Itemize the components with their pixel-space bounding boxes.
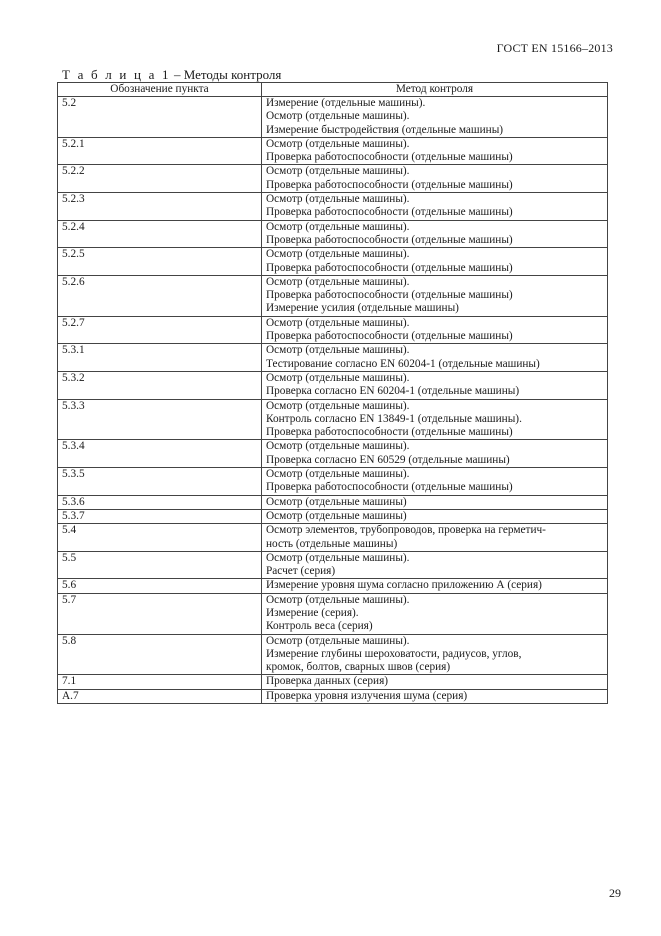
method-line: Измерение уровня шума согласно приложению А (серия) <box>266 579 542 592</box>
table-row <box>58 275 608 316</box>
table-caption <box>62 67 281 83</box>
method-line: Осмотр (отдельные машины). <box>266 344 410 357</box>
point-cell: 5.2 <box>58 97 262 138</box>
method-cell <box>262 97 608 138</box>
method-cell <box>262 524 608 552</box>
method-line: Осмотр (отдельные машины). <box>266 316 410 329</box>
method-line: Осмотр (отдельные машины). <box>266 634 410 647</box>
method-cell <box>262 689 608 703</box>
method-line: ность (отдельные машины) <box>266 537 398 550</box>
point-cell: 5.4 <box>58 524 262 552</box>
point-cell: А.7 <box>58 689 262 703</box>
method-line: кромок, болтов, сварных швов (серия) <box>266 661 451 674</box>
method-line: Осмотр (отдельные машины). <box>266 110 410 123</box>
method-line: Тестирование согласно EN 60204-1 (отдельные машины) <box>266 357 540 370</box>
point-cell: 5.3.3 <box>58 399 262 440</box>
method-cell <box>262 275 608 316</box>
point-cell: 5.2.7 <box>58 316 262 344</box>
point-cell: 5.2.5 <box>58 248 262 276</box>
point-cell: 5.3.2 <box>58 371 262 399</box>
method-line: Осмотр (отдельные машины). <box>266 275 410 288</box>
method-line: Проверка работоспособности (отдельные машины) <box>266 330 513 343</box>
table-row <box>58 316 608 344</box>
table-row <box>58 675 608 689</box>
table-row <box>58 248 608 276</box>
table-header-row <box>58 83 608 97</box>
point-cell: 5.3.4 <box>58 440 262 468</box>
document-standard-header: ГОСТ EN 15166–2013 <box>496 41 613 55</box>
method-cell <box>262 193 608 221</box>
table-row <box>58 97 608 138</box>
table-row <box>58 399 608 440</box>
method-cell <box>262 468 608 496</box>
method-cell <box>262 579 608 593</box>
point-cell: 5.7 <box>58 593 262 634</box>
method-line: Проверка работоспособности (отдельные машины) <box>266 151 513 164</box>
column-header-method: Метод контроля <box>262 83 608 97</box>
table-body <box>58 97 608 704</box>
method-line: Осмотр (отдельные машины). <box>266 220 410 233</box>
method-line: Осмотр (отдельные машины). <box>266 193 410 206</box>
table-row <box>58 220 608 248</box>
page-number: 29 <box>609 886 621 900</box>
method-cell <box>262 137 608 165</box>
method-line: Измерение (серия). <box>266 606 359 619</box>
method-line: Расчет (серия) <box>266 565 336 578</box>
point-cell: 5.3.5 <box>58 468 262 496</box>
method-line: Осмотр (отдельные машины). <box>266 593 410 606</box>
point-cell: 5.6 <box>58 579 262 593</box>
method-line: Осмотр (отдельные машины). <box>266 468 410 481</box>
method-line: Проверка данных (серия) <box>266 675 389 688</box>
table-row <box>58 634 608 675</box>
method-line: Проверка работоспособности (отдельные машины) <box>266 206 513 219</box>
point-cell: 5.2.4 <box>58 220 262 248</box>
method-line: Измерение глубины шероховатости, радиусов, углов, <box>266 647 522 660</box>
method-cell <box>262 593 608 634</box>
method-line: Осмотр (отдельные машины). <box>266 371 410 384</box>
method-cell <box>262 440 608 468</box>
method-cell <box>262 495 608 509</box>
method-line: Осмотр (отдельные машины) <box>266 509 407 522</box>
table-row <box>58 193 608 221</box>
table-row <box>58 509 608 523</box>
point-cell: 5.3.6 <box>58 495 262 509</box>
point-cell: 5.2.3 <box>58 193 262 221</box>
point-cell: 5.2.2 <box>58 165 262 193</box>
table-row <box>58 165 608 193</box>
table-row <box>58 371 608 399</box>
table-row <box>58 689 608 703</box>
method-line: Проверка согласно EN 60204-1 (отдельные машины) <box>266 385 520 398</box>
method-line: Проверка согласно EN 60529 (отдельные машины) <box>266 453 510 466</box>
point-cell: 7.1 <box>58 675 262 689</box>
method-line: Измерение усилия (отдельные машины) <box>266 302 459 315</box>
point-cell: 5.2.6 <box>58 275 262 316</box>
point-cell: 5.2.1 <box>58 137 262 165</box>
table-row <box>58 468 608 496</box>
method-cell <box>262 371 608 399</box>
point-cell: 5.3.1 <box>58 344 262 372</box>
table-row <box>58 524 608 552</box>
method-cell <box>262 551 608 579</box>
method-line: Проверка работоспособности (отдельные машины) <box>266 289 513 302</box>
method-line: Проверка работоспособности (отдельные машины) <box>266 178 513 191</box>
method-line: Осмотр (отдельные машины). <box>266 399 410 412</box>
method-line: Осмотр (отдельные машины). <box>266 137 410 150</box>
method-cell <box>262 509 608 523</box>
table-caption-title: – Методы контроля <box>170 67 282 82</box>
control-methods-table <box>57 82 608 704</box>
method-cell <box>262 220 608 248</box>
method-line: Осмотр (отдельные машины). <box>266 165 410 178</box>
method-line: Осмотр (отдельные машины). <box>266 551 410 564</box>
method-line: Контроль согласно EN 13849-1 (отдельные машины). <box>266 412 522 425</box>
point-cell: 5.3.7 <box>58 509 262 523</box>
point-cell: 5.5 <box>58 551 262 579</box>
method-line: Проверка работоспособности (отдельные машины) <box>266 261 513 274</box>
method-cell <box>262 316 608 344</box>
method-line: Контроль веса (серия) <box>266 620 373 633</box>
column-header-point: Обозначение пункта <box>58 83 262 97</box>
method-line: Проверка работоспособности (отдельные машины) <box>266 426 513 439</box>
method-cell <box>262 675 608 689</box>
method-cell <box>262 634 608 675</box>
method-line: Проверка работоспособности (отдельные машины) <box>266 481 513 494</box>
table-row <box>58 344 608 372</box>
method-line: Измерение быстродействия (отдельные машины) <box>266 123 504 136</box>
method-line: Проверка работоспособности (отдельные машины) <box>266 233 513 246</box>
method-line: Измерение (отдельные машины). <box>266 97 426 109</box>
point-cell: 5.8 <box>58 634 262 675</box>
method-line: Осмотр элементов, трубопроводов, проверка на герметич- <box>266 524 546 537</box>
table-row <box>58 593 608 634</box>
table-row <box>58 137 608 165</box>
table-caption-prefix: Т а б л и ц а 1 <box>62 67 171 82</box>
method-cell <box>262 248 608 276</box>
method-cell <box>262 399 608 440</box>
method-cell <box>262 165 608 193</box>
method-line: Осмотр (отдельные машины). <box>266 248 410 261</box>
table-row <box>58 579 608 593</box>
method-line: Осмотр (отдельные машины) <box>266 495 407 508</box>
method-cell <box>262 344 608 372</box>
table-row <box>58 495 608 509</box>
method-line: Осмотр (отдельные машины). <box>266 440 410 453</box>
method-line: Проверка уровня излучения шума (серия) <box>266 689 468 702</box>
table-row <box>58 440 608 468</box>
table-row <box>58 551 608 579</box>
